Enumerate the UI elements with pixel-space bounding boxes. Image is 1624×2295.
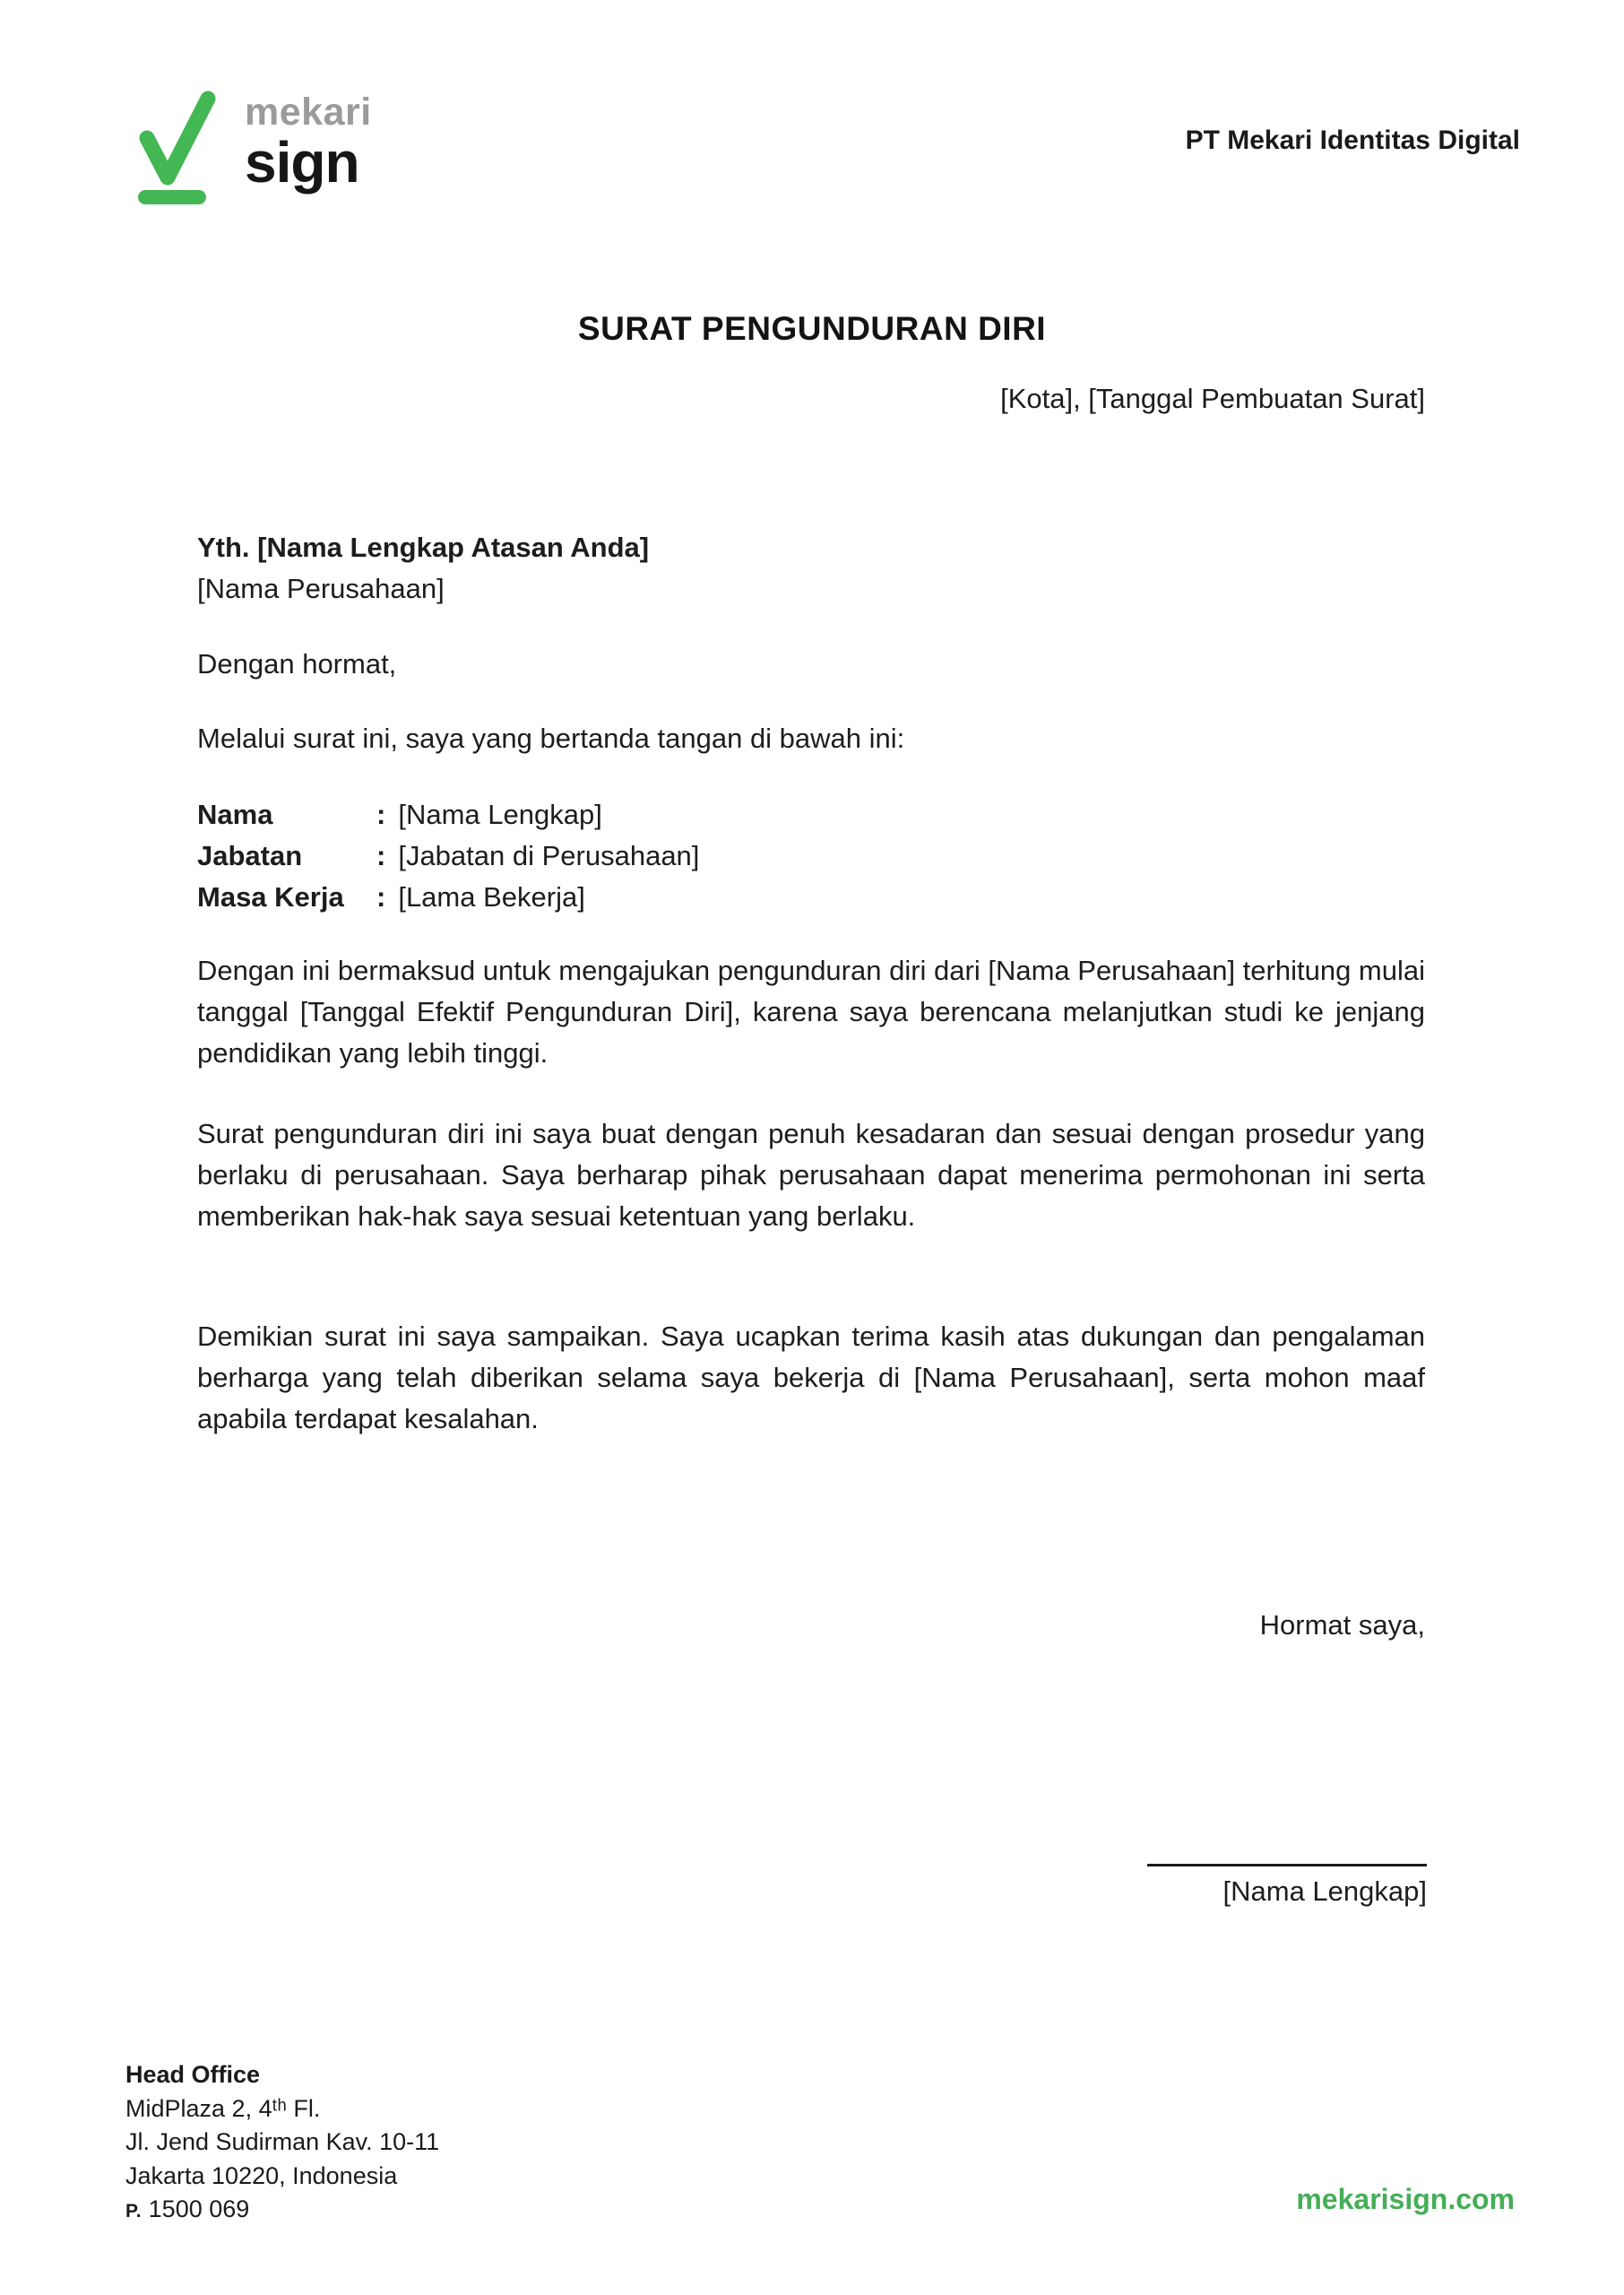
detail-value: [Nama Lengkap] (398, 799, 602, 830)
signature-line (1147, 1864, 1427, 1866)
logo-wordmark (245, 91, 372, 195)
footer-address-block (125, 2058, 439, 2229)
detail-row-jabatan (197, 836, 1425, 877)
recipient-name: Yth. [Nama Lengkap Atasan Anda] (197, 532, 650, 563)
recipient-block (197, 527, 1425, 610)
salutation: Dengan hormat, (197, 648, 397, 680)
body-paragraph-2: Surat pengunduran diri ini saya buat dengan penuh kesadaran dan sesuai dengan prosedur yang berlaku di perusahaan. Saya berharap pihak perusahaan dapat menerima permohonan ini serta memberikan hak-hak saya sesuai ketentuan yang berlaku. (197, 1118, 1425, 1232)
detail-value: [Lama Bekerja] (398, 881, 585, 913)
detail-label: Masa Kerja (197, 881, 344, 913)
letter-title: SURAT PENGUNDURAN DIRI (577, 310, 1047, 347)
body-paragraph-3: Demikian surat ini saya sampaikan. Saya ucapkan terima kasih atas dukungan dan pengalaman berharga yang telah diberikan selama saya bekerja di [Nama Perusahaan], serta mohon maaf apabila terdapat kesalahan. (197, 1321, 1425, 1434)
closing-salutation: Hormat saya, (1259, 1609, 1425, 1641)
mekari-sign-logo (137, 88, 372, 206)
signature-name: [Nama Lengkap] (1222, 1875, 1427, 1907)
checkmark-icon (137, 88, 218, 206)
details-table (197, 794, 1425, 918)
date-line: [Kota], [Tanggal Pembuatan Surat] (1000, 383, 1425, 414)
footer-phone-number: 1500 069 (148, 2195, 250, 2222)
detail-row-nama (197, 794, 1425, 836)
footer-office-title: Head Office (125, 2061, 261, 2088)
detail-row-masa-kerja (197, 877, 1425, 918)
detail-value: [Jabatan di Perusahaan] (398, 840, 700, 871)
footer-phone-label: P. (125, 2201, 143, 2221)
detail-label: Jabatan (197, 840, 303, 871)
recipient-company: [Nama Perusahaan] (197, 573, 445, 604)
signature-block (1147, 1864, 1427, 1912)
detail-label: Nama (197, 799, 273, 830)
company-name: PT Mekari Identitas Digital (1185, 126, 1520, 155)
detail-separator: : (376, 799, 386, 830)
footer-address-line-2: Jl. Jend Sudirman Kav. 10-11 (125, 2128, 440, 2155)
body-paragraph-1: Dengan ini bermaksud untuk mengajukan pengunduran diri dari [Nama Perusahaan] terhitung mulai tanggal [Tanggal Efektif Pengunduran Diri], karena saya berencana melanjutkan studi ke jenjang pendidikan yang lebih tinggi. (197, 955, 1426, 1069)
logo-word-sign: sign (245, 130, 359, 195)
footer-phone (125, 2193, 439, 2229)
detail-separator: : (376, 840, 386, 871)
detail-separator: : (376, 881, 386, 913)
website-link[interactable]: mekarisign.com (1296, 2183, 1515, 2215)
footer-address-line-1: MidPlaza 2, 4ᵗʰ Fl. (125, 2094, 321, 2122)
intro-line: Melalui surat ini, saya yang bertanda tangan di bawah ini: (197, 723, 905, 754)
logo-word-mekari: mekari (245, 91, 372, 134)
footer-address-line-3: Jakarta 10220, Indonesia (125, 2161, 398, 2189)
